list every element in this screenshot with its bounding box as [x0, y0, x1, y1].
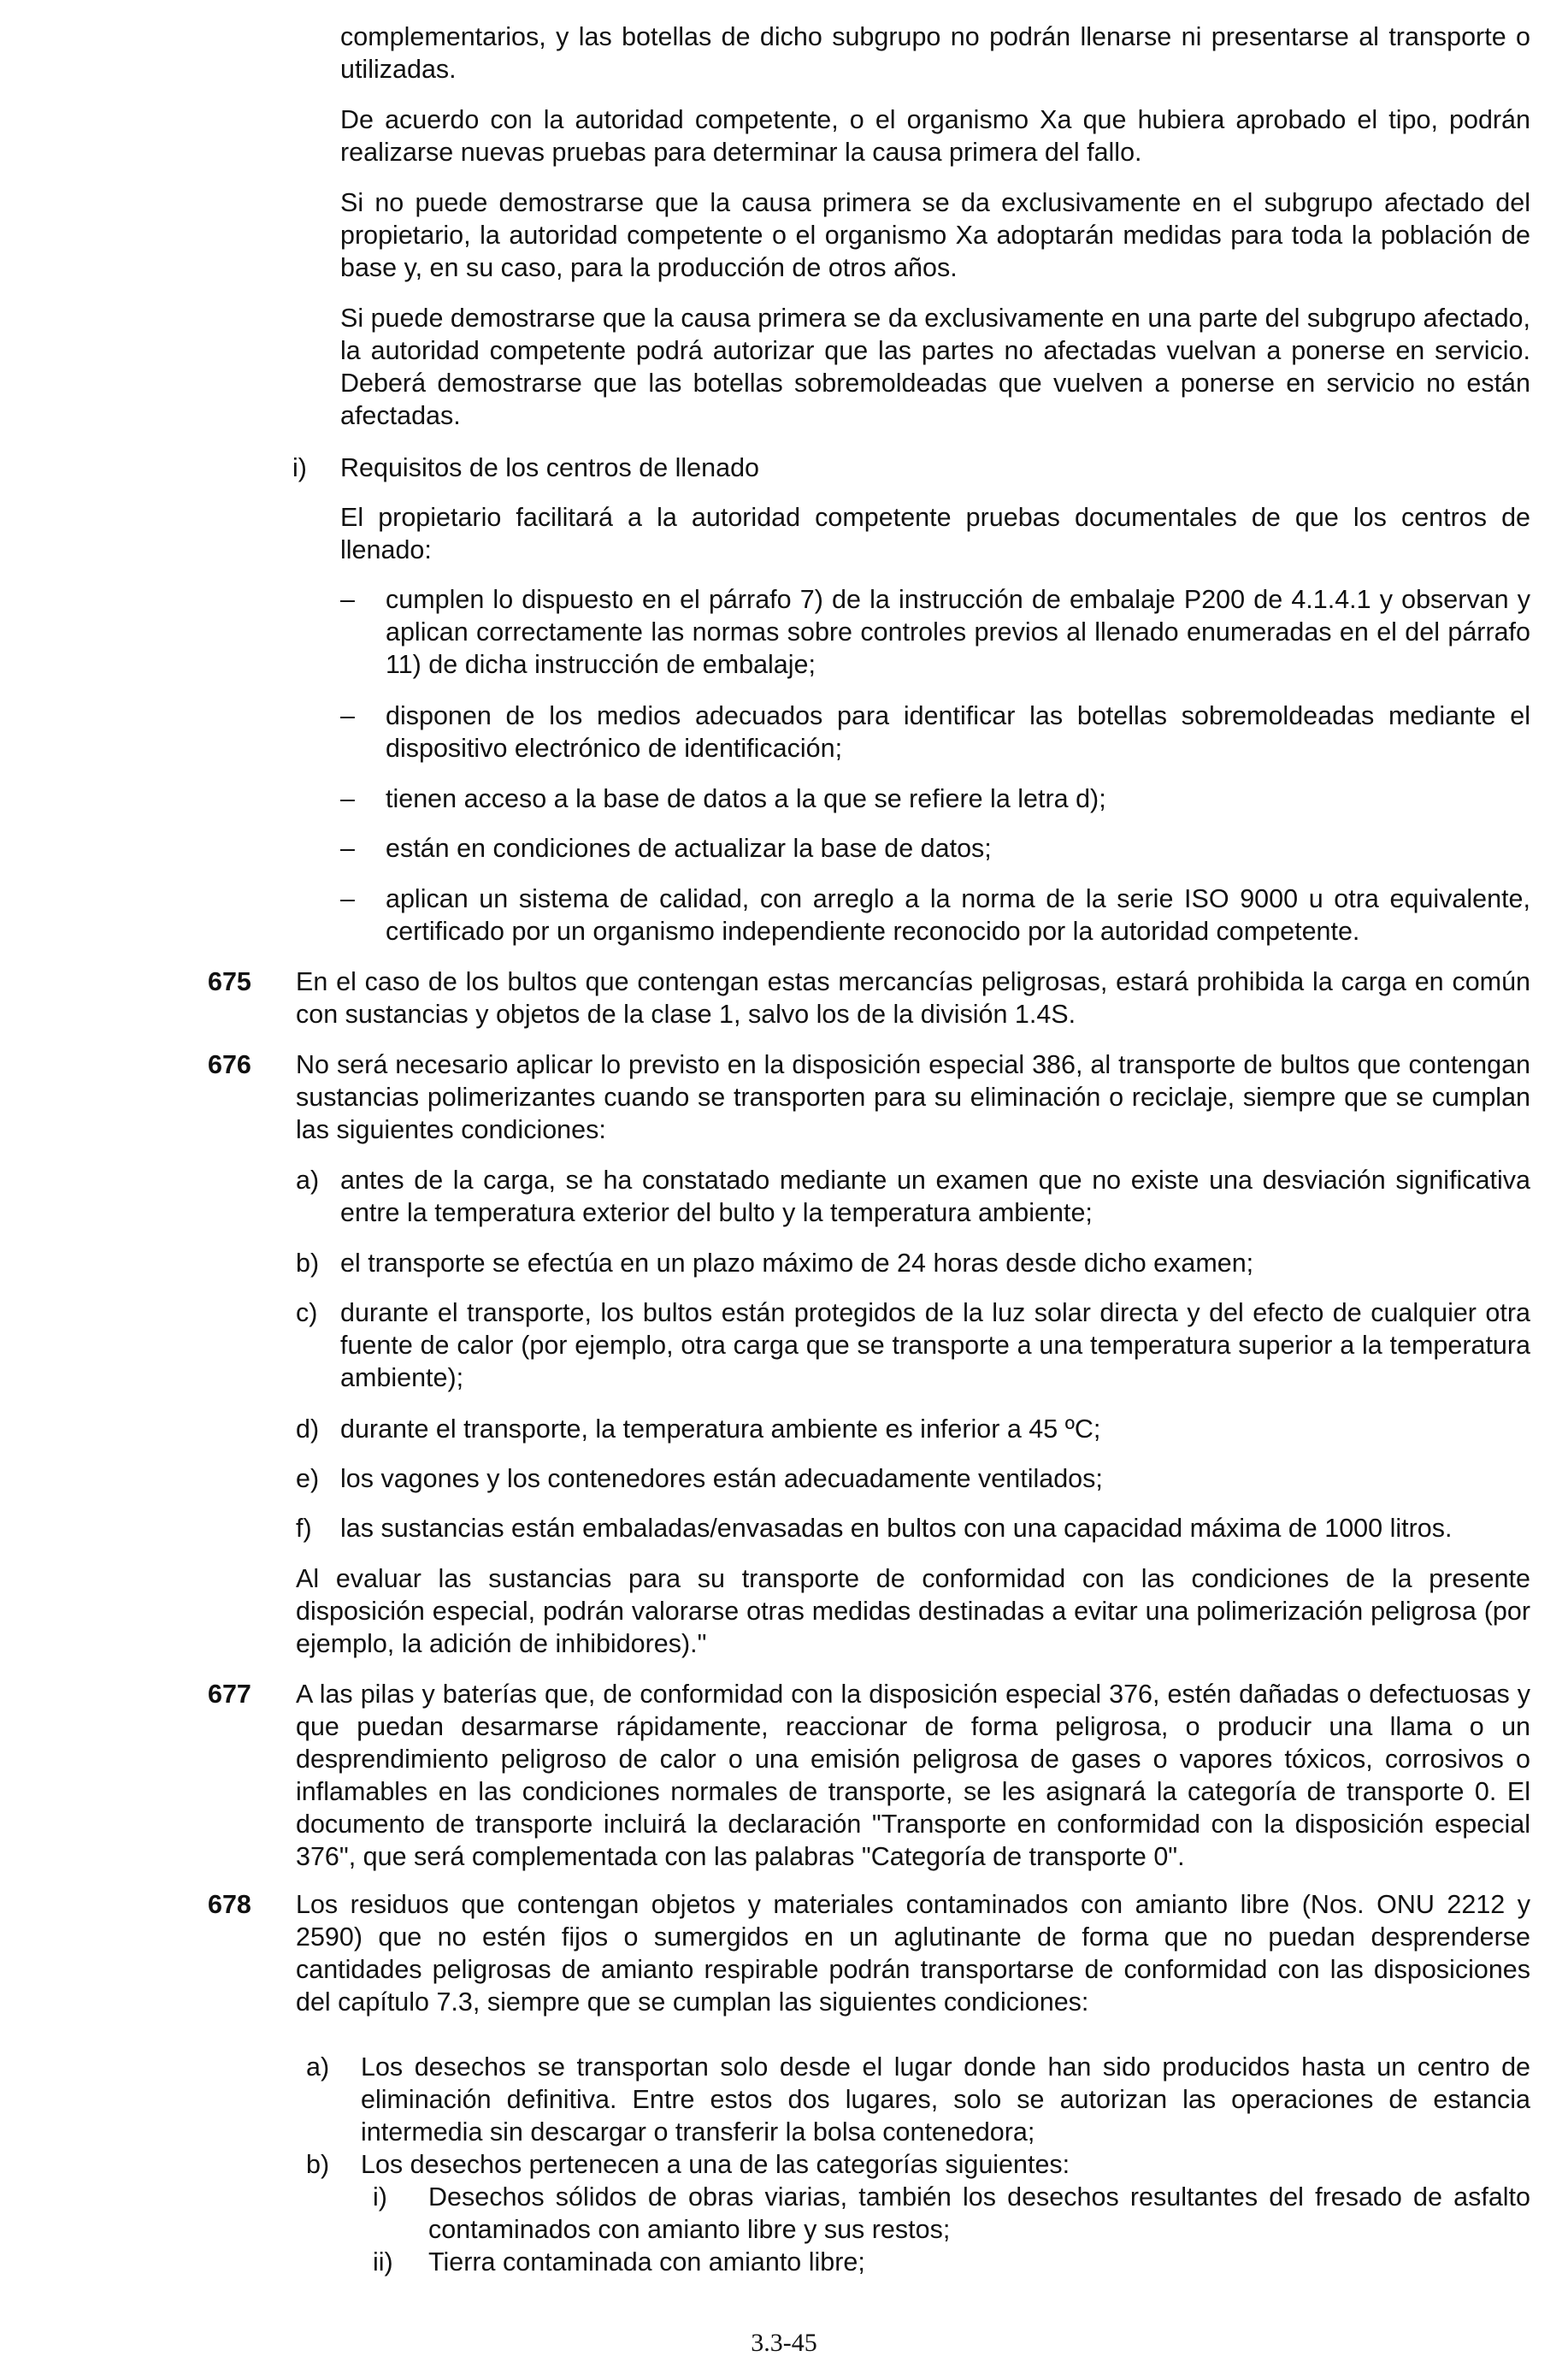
- section-number-676: 676: [208, 1050, 251, 1079]
- item-i-label: i): [292, 453, 307, 482]
- section-number-678: 678: [208, 1890, 251, 1919]
- item-a-text: antes de la carga, se ha constatado mediante un examen que no existe una desviación significativa entre la temperatura exterior del bulto y la temperatura ambiente;: [340, 1166, 1530, 1227]
- section-676-text: No será necesario aplicar lo previsto en la disposición especial 386, al transporte de bultos que contengan sustancias polimerizantes cuando se transporten para su eliminación o reciclaje, siempre que se cumplan las siguientes condiciones:: [296, 1050, 1530, 1144]
- item-c-label: c): [296, 1298, 318, 1327]
- subitem-i-text: Desechos sólidos de obras viarias, también los desechos resultantes del fresado de asfalto contaminados con amianto libre y sus restos;: [428, 2182, 1530, 2244]
- bullet-dash: –: [340, 834, 355, 863]
- item-e-text: los vagones y los contenedores están adecuadamente ventilados;: [340, 1464, 1103, 1493]
- section-number-675: 675: [208, 967, 251, 996]
- subitem-ii-text: Tierra contaminada con amianto libre;: [428, 2247, 865, 2277]
- bullet-dash: –: [340, 585, 355, 614]
- section-678-item-b-text: Los desechos pertenecen a una de las categorías siguientes:: [361, 2150, 1070, 2179]
- section-678-text: Los residuos que contengan objetos y materiales contaminados con amianto libre (Nos. ONU 2212 y 2590) que no estén fijos o sumergidos en un aglutinante de forma que no puedan desprenderse cantidades peligrosas de amianto respirable podrán transportarse de conformidad con las disposiciones del capítulo 7.3, siempre que se cumplan las siguientes condiciones:: [296, 1890, 1530, 2017]
- subitem-ii-label: ii): [373, 2247, 393, 2277]
- bullet-dash: –: [340, 784, 355, 813]
- section-678-item-a-text: Los desechos se transportan solo desde el lugar donde han sido producidos hasta un centro de eliminación definitiva. Entre estos dos lugares, solo se autorizan las operaciones de estancia intermedia sin descargar o transferir la bolsa contenedora;: [361, 2052, 1530, 2147]
- bullet-item-3: tienen acceso a la base de datos a la que se refiere la letra d);: [386, 784, 1106, 813]
- item-a-label: a): [306, 2052, 330, 2082]
- bullet-dash: –: [340, 701, 355, 730]
- bullet-item-5: aplican un sistema de calidad, con arreglo a la norma de la serie ISO 9000 u otra equivalente, certificado por un organismo independiente reconocido por la autoridad competente.: [386, 884, 1530, 946]
- item-i-intro: El propietario facilitará a la autoridad competente pruebas documentales de que los centros de llenado:: [340, 503, 1530, 564]
- subitem-i-label: i): [373, 2182, 387, 2212]
- section-676-closing: Al evaluar las sustancias para su transporte de conformidad con las condiciones de la presente disposición especial, podrán valorarse otras medidas destinadas a evitar una polimerización peligrosa (por ejemplo, la adición de inhibidores).": [296, 1564, 1530, 1658]
- item-b-label: b): [306, 2150, 330, 2179]
- section-677-text: A las pilas y baterías que, de conformidad con la disposición especial 376, estén dañadas o defectuosas y que puedan desarmarse rápidamente, reaccionar de forma peligrosa, o producir una llama o un desprendimiento peligroso de calor o una emisión peligrosa de gases o vapores tóxicos, corrosivos o inflamables en las condiciones normales de transporte, se les asignará la categoría de transporte 0. El documento de transporte incluirá la declaración "Transporte en conformidad con la disposición especial 376", que será complementada con las palabras "Categoría de transporte 0".: [296, 1680, 1530, 1871]
- paragraph-root-cause-shown: Si puede demostrarse que la causa primera se da exclusivamente en una parte del subgrupo afectado, la autoridad competente podrá autorizar que las partes no afectadas vuelvan a ponerse en servicio. Deberá demostrarse que las botellas sobremoldeadas que vuelven a ponerse en servicio no están afectadas.: [340, 304, 1530, 430]
- paragraph-new-tests: De acuerdo con la autoridad competente, o el organismo Xa que hubiera aprobado el tipo, podrán realizarse nuevas pruebas para determinar la causa primera del fallo.: [340, 105, 1530, 167]
- bullet-dash: –: [340, 884, 355, 913]
- bullet-item-4: están en condiciones de actualizar la base de datos;: [386, 834, 992, 863]
- item-b-text: el transporte se efectúa en un plazo máximo de 24 horas desde dicho examen;: [340, 1249, 1254, 1278]
- section-675-text: En el caso de los bultos que contengan estas mercancías peligrosas, estará prohibida la carga en común con sustancias y objetos de la clase 1, salvo los de la división 1.4S.: [296, 967, 1530, 1029]
- bullet-item-2: disponen de los medios adecuados para identificar las botellas sobremoldeadas mediante el dispositivo electrónico de identificación;: [386, 701, 1530, 763]
- item-f-label: f): [296, 1514, 312, 1543]
- paragraph-root-cause-not-shown: Si no puede demostrarse que la causa primera se da exclusivamente en el subgrupo afectado del propietario, la autoridad competente o el organismo Xa adoptarán medidas para toda la población de base y, en su caso, para la producción de otros años.: [340, 188, 1530, 282]
- item-d-text: durante el transporte, la temperatura ambiente es inferior a 45 ºC;: [340, 1414, 1101, 1444]
- item-a-label: a): [296, 1166, 320, 1195]
- item-e-label: e): [296, 1464, 320, 1493]
- item-i-title: Requisitos de los centros de llenado: [340, 453, 759, 482]
- item-f-text: las sustancias están embaladas/envasadas en bultos con una capacidad máxima de 1000 litros.: [340, 1514, 1453, 1543]
- item-b-label: b): [296, 1249, 320, 1278]
- bullet-item-1: cumplen lo dispuesto en el párrafo 7) de la instrucción de embalaje P200 de 4.1.4.1 y observan y aplican correctamente las normas sobre controles previos al llenado enumeradas en el del párrafo 11) de dicha instrucción de embalaje;: [386, 585, 1530, 679]
- page-number: 3.3-45: [751, 2329, 817, 2357]
- item-c-text: durante el transporte, los bultos están protegidos de la luz solar directa y del efecto de cualquier otra fuente de calor (por ejemplo, otra carga que se transporte a una temperatura superior a la temperatura ambiente);: [340, 1298, 1530, 1392]
- paragraph-continuation: complementarios, y las botellas de dicho subgrupo no podrán llenarse ni presentarse al transporte o utilizadas.: [340, 22, 1530, 84]
- item-d-label: d): [296, 1414, 320, 1444]
- section-number-677: 677: [208, 1680, 251, 1709]
